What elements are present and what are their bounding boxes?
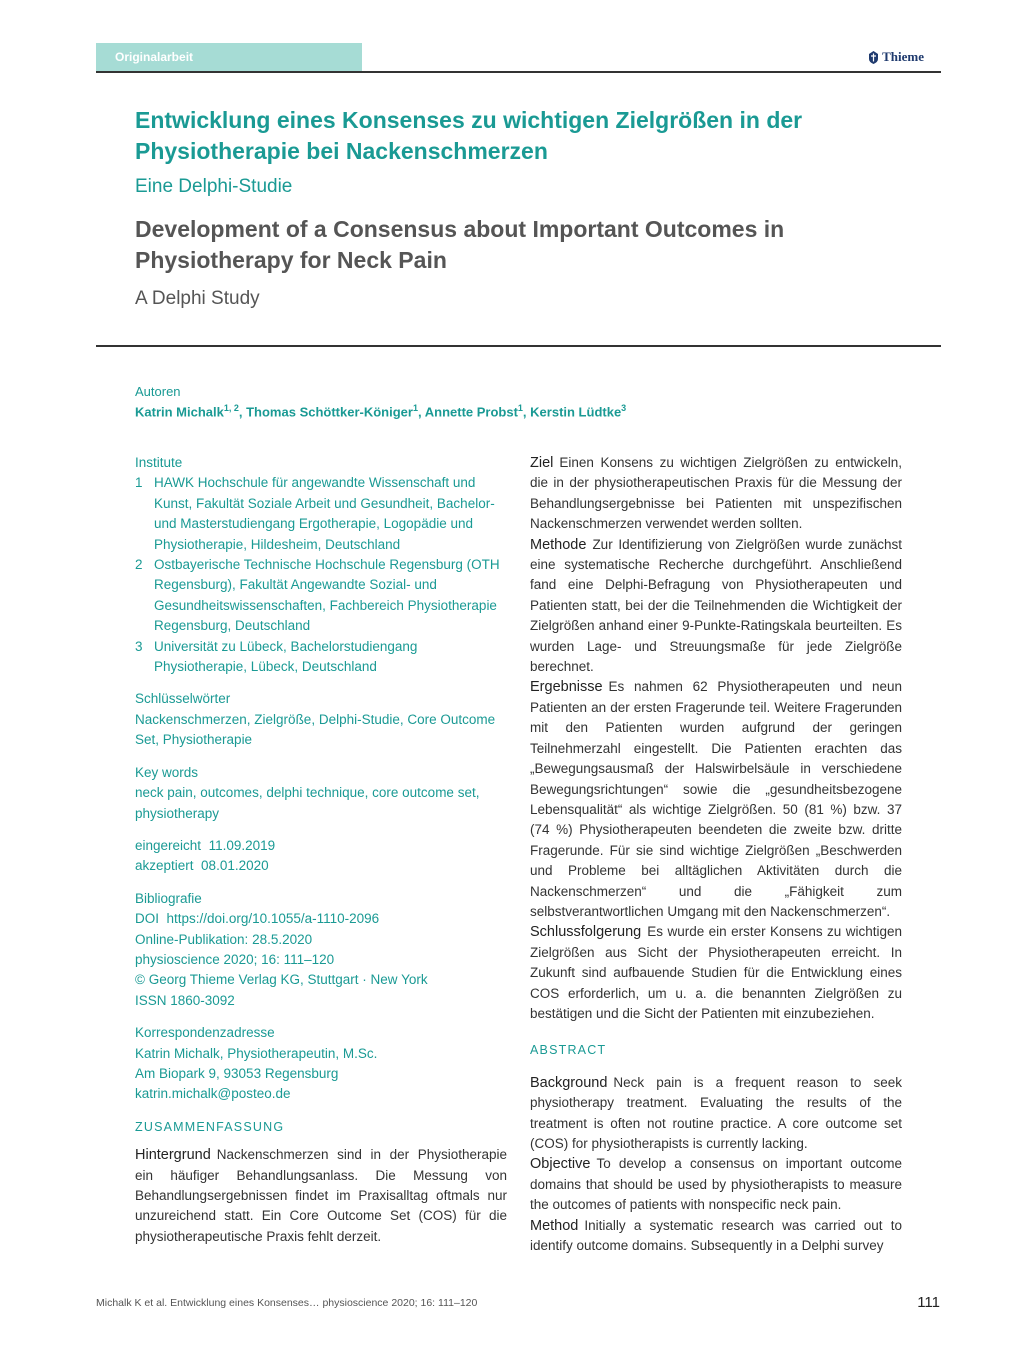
received-label: eingereicht xyxy=(135,837,202,853)
abstract-paragraph xyxy=(135,1145,507,1247)
section-label: Schlussfolgerung xyxy=(530,924,642,941)
section-label: Methode xyxy=(530,536,587,553)
footer-citation: Michalk K et al. Entwicklung eines Konsenses… physioscience 2020; 16: 111–120 xyxy=(96,1297,478,1309)
abstract-paragraph xyxy=(530,1216,902,1257)
institute-text: HAWK Hochschule für angewandte Wissenschaft und Kunst, Fakultät Soziale Arbeit und Gesundheit, Bachelor- und Masterstudiengang Ergotherapie, Logopädie und Physiotherapie, Hildesheim, Deutschland xyxy=(154,475,495,552)
institute-item xyxy=(135,555,507,637)
header-rule xyxy=(96,71,941,73)
keywords-en-text: neck pain, outcomes, delphi technique, core outcome set, physiotherapy xyxy=(135,785,480,821)
page-number: 111 xyxy=(917,1294,940,1311)
abstract-paragraph xyxy=(530,1073,902,1155)
thieme-icon xyxy=(868,51,879,64)
institute-item xyxy=(135,473,507,555)
abstract-paragraph xyxy=(530,453,902,535)
institute-text: Ostbayerische Technische Hochschule Regensburg (OTH Regensburg), Fakultät Angewandte Sozial- und Gesundheitswissenschaften, Fachbereich Physiotherapie Regensburg, Deutschland xyxy=(154,557,500,634)
online-publication: Online-Publikation: 28.5.2020 xyxy=(135,931,313,947)
author-affiliation: 1 xyxy=(412,403,418,413)
bibliography-block xyxy=(135,889,507,1011)
institute-text: Universität zu Lübeck, Bachelorstudiengang Physiotherapie, Lübeck, Deutschland xyxy=(154,638,418,675)
doi-link[interactable]: https://doi.org/10.1055/a-1110-2096 xyxy=(166,911,380,927)
keywords-en-block xyxy=(135,763,507,824)
title-english: Development of a Consensus about Important Outcomes in Physiotherapy for Neck Pain xyxy=(135,216,785,273)
publisher-name: Thieme xyxy=(882,49,924,64)
section-label: Ergebnisse xyxy=(530,679,603,696)
institute-item xyxy=(135,637,507,678)
section-label: Background xyxy=(530,1074,608,1091)
author-name: Kerstin Lüdtke xyxy=(530,404,622,420)
author-separator: , xyxy=(238,404,247,420)
author-name: Annette Probst xyxy=(424,404,518,420)
author-affiliation: 3 xyxy=(621,403,627,413)
section-text: Neck pain is a frequent reason to seek physiotherapy treatment. Evaluating the results of the treatment is often not routine practice. A core outcome set (COS) for physiotherapists is currently lacking. xyxy=(530,1074,902,1151)
author-list xyxy=(135,403,626,419)
abstract-paragraph xyxy=(530,1154,902,1215)
correspondence-block xyxy=(135,1023,507,1105)
keywords-de-label: Schlüsselwörter xyxy=(135,691,231,707)
section-label: Ziel xyxy=(530,455,554,471)
dates-block xyxy=(135,836,507,877)
section-text: Nackenschmerzen sind in der Physiotherapie ein häufiger Behandlungsanlass. Die Messung von Behandlungsergebnissen findet im Praxisalltag oftmals nur unzureichend statt. Ein Core Outcome Set (COS) für die physiotherapeutische Praxis fehlt derzeit. xyxy=(135,1147,507,1244)
abstract-paragraph xyxy=(530,535,902,678)
section-text: Zur Identifizierung von Zielgrößen wurde zunächst eine systematische Recherche durchgeführt. Anschließend fand eine Delphi-Befragung von Physiotherapeuten und Patienten statt, bei der die Teilnehmenden die Wichtigkeit der Zielgrößen anhand einer 9-Punkte-Ratingskala beurteilten. Es wurden Lage- und Streuungsmaße für jede Zielgröße berechnet. xyxy=(530,536,902,675)
author-separator: , xyxy=(417,404,425,420)
section-text: Einen Konsens zu wichtigen Zielgrößen zu entwickeln, die in der physiotherapeutischen Praxis für die Messung der Behandlungsergebnisse bei Patienten mit unspezifischen Nackenschmerzen verwendet werden sollten. xyxy=(530,455,902,532)
author-affiliation: 1 xyxy=(517,403,523,413)
accepted-date: 08.01.2020 xyxy=(201,858,269,874)
issn: ISSN 1860-3092 xyxy=(135,992,235,1008)
author-separator: , xyxy=(522,404,531,420)
section-label: Objective xyxy=(530,1156,591,1173)
title-rule xyxy=(96,345,941,347)
journal-citation: physioscience 2020; 16: 111–120 xyxy=(135,951,335,967)
keywords-en-label: Key words xyxy=(135,764,199,780)
title-german: Entwicklung eines Konsenses zu wichtigen Zielgrößen in der Physiotherapie bei Nackenschmerzen xyxy=(135,107,803,164)
institute-number: 3 xyxy=(135,638,143,654)
abstract-paragraph xyxy=(530,677,902,922)
section-label: Hintergrund xyxy=(135,1147,211,1164)
bibliography-label: Bibliografie xyxy=(135,890,202,906)
author-affiliation: 1, 2 xyxy=(223,403,239,413)
section-text: Es wurde ein erster Konsens zu wichtigen Zielgrößen aus Sicht der Physiotherapeuten erreicht. In Zukunft sind aufbauende Studien für die Entwicklung eines COS erforderlich, um u. a. die benannten Zielgrößen zu bestätigen und die Sicht der Patienten mit einzubeziehen. xyxy=(530,924,902,1021)
author-name: Thomas Schöttker-Königer xyxy=(246,404,413,420)
institutes-block xyxy=(135,453,507,677)
correspondence-label: Korrespondenzadresse xyxy=(135,1025,275,1041)
subtitle-german: Eine Delphi-Studie xyxy=(135,176,293,197)
article-type-tag: Originalarbeit xyxy=(96,43,362,71)
section-text: To develop a consensus on important outcome domains that should be used by physiotherapists to measure the outcomes of patients with nonspecific neck pain. xyxy=(530,1156,902,1213)
received-date: 11.09.2019 xyxy=(208,837,276,853)
right-column xyxy=(530,453,902,1256)
zusammenfassung-heading: ZUSAMMENFASSUNG xyxy=(135,1119,285,1134)
publisher-logo xyxy=(868,49,924,65)
correspondence-email[interactable]: katrin.michalk@posteo.de xyxy=(135,1086,291,1102)
accepted-label: akzeptiert xyxy=(135,858,194,874)
correspondence-address: Am Biopark 9, 93053 Regensburg xyxy=(135,1065,339,1081)
institutes-label: Institute xyxy=(135,455,183,470)
section-label: Method xyxy=(530,1217,579,1234)
institute-number: 2 xyxy=(135,557,143,573)
correspondence-name: Katrin Michalk, Physiotherapeutin, M.Sc. xyxy=(135,1045,378,1061)
abstract-paragraph xyxy=(530,922,902,1024)
authors-label: Autoren xyxy=(135,384,181,399)
section-text: Es nahmen 62 Physiotherapeuten und neun Patienten an der ersten Fragerunde teil. Weitere Fragerunden mit den Patienten wurden aufgrund der geringen Teilnehmerzahl eingestellt. Die Patienten erachten das „Bewegungsausmaß der Halswirbelsäule in verschiedene Bewegungsrichtungen“ sowie die „gesundheitsbezogene Lebensqualität“ als wichtige Zielgrößen. 50 (81 %) bzw. 37 (74 %) Physiotherapeuten beendeten die zweite bzw. dritte Fragerunde. Für sie sind wichtige Zielgrößen „Beschwerden und Probleme bei alltäglichen Aktivitäten durch die Nackenschmerzen“ und die „Fähigkeit zum selbstverantwortlichen Umgang mit den Nackenschmerzen“. xyxy=(530,679,902,919)
subtitle-english: A Delphi Study xyxy=(135,288,260,309)
copyright: © Georg Thieme Verlag KG, Stuttgart · New York xyxy=(135,972,428,988)
keywords-de-block xyxy=(135,689,507,750)
institute-number: 1 xyxy=(135,475,143,491)
section-text: Initially a systematic research was carried out to identify outcome domains. Subsequently in a Delphi survey xyxy=(530,1217,902,1254)
abstract-heading: ABSTRACT xyxy=(530,1043,607,1058)
keywords-de-text: Nackenschmerzen, Zielgröße, Delphi-Studie, Core Outcome Set, Physiotherapie xyxy=(135,711,496,748)
doi-label: DOI xyxy=(135,911,160,927)
left-column xyxy=(135,453,507,1247)
author-name: Katrin Michalk xyxy=(135,404,224,420)
